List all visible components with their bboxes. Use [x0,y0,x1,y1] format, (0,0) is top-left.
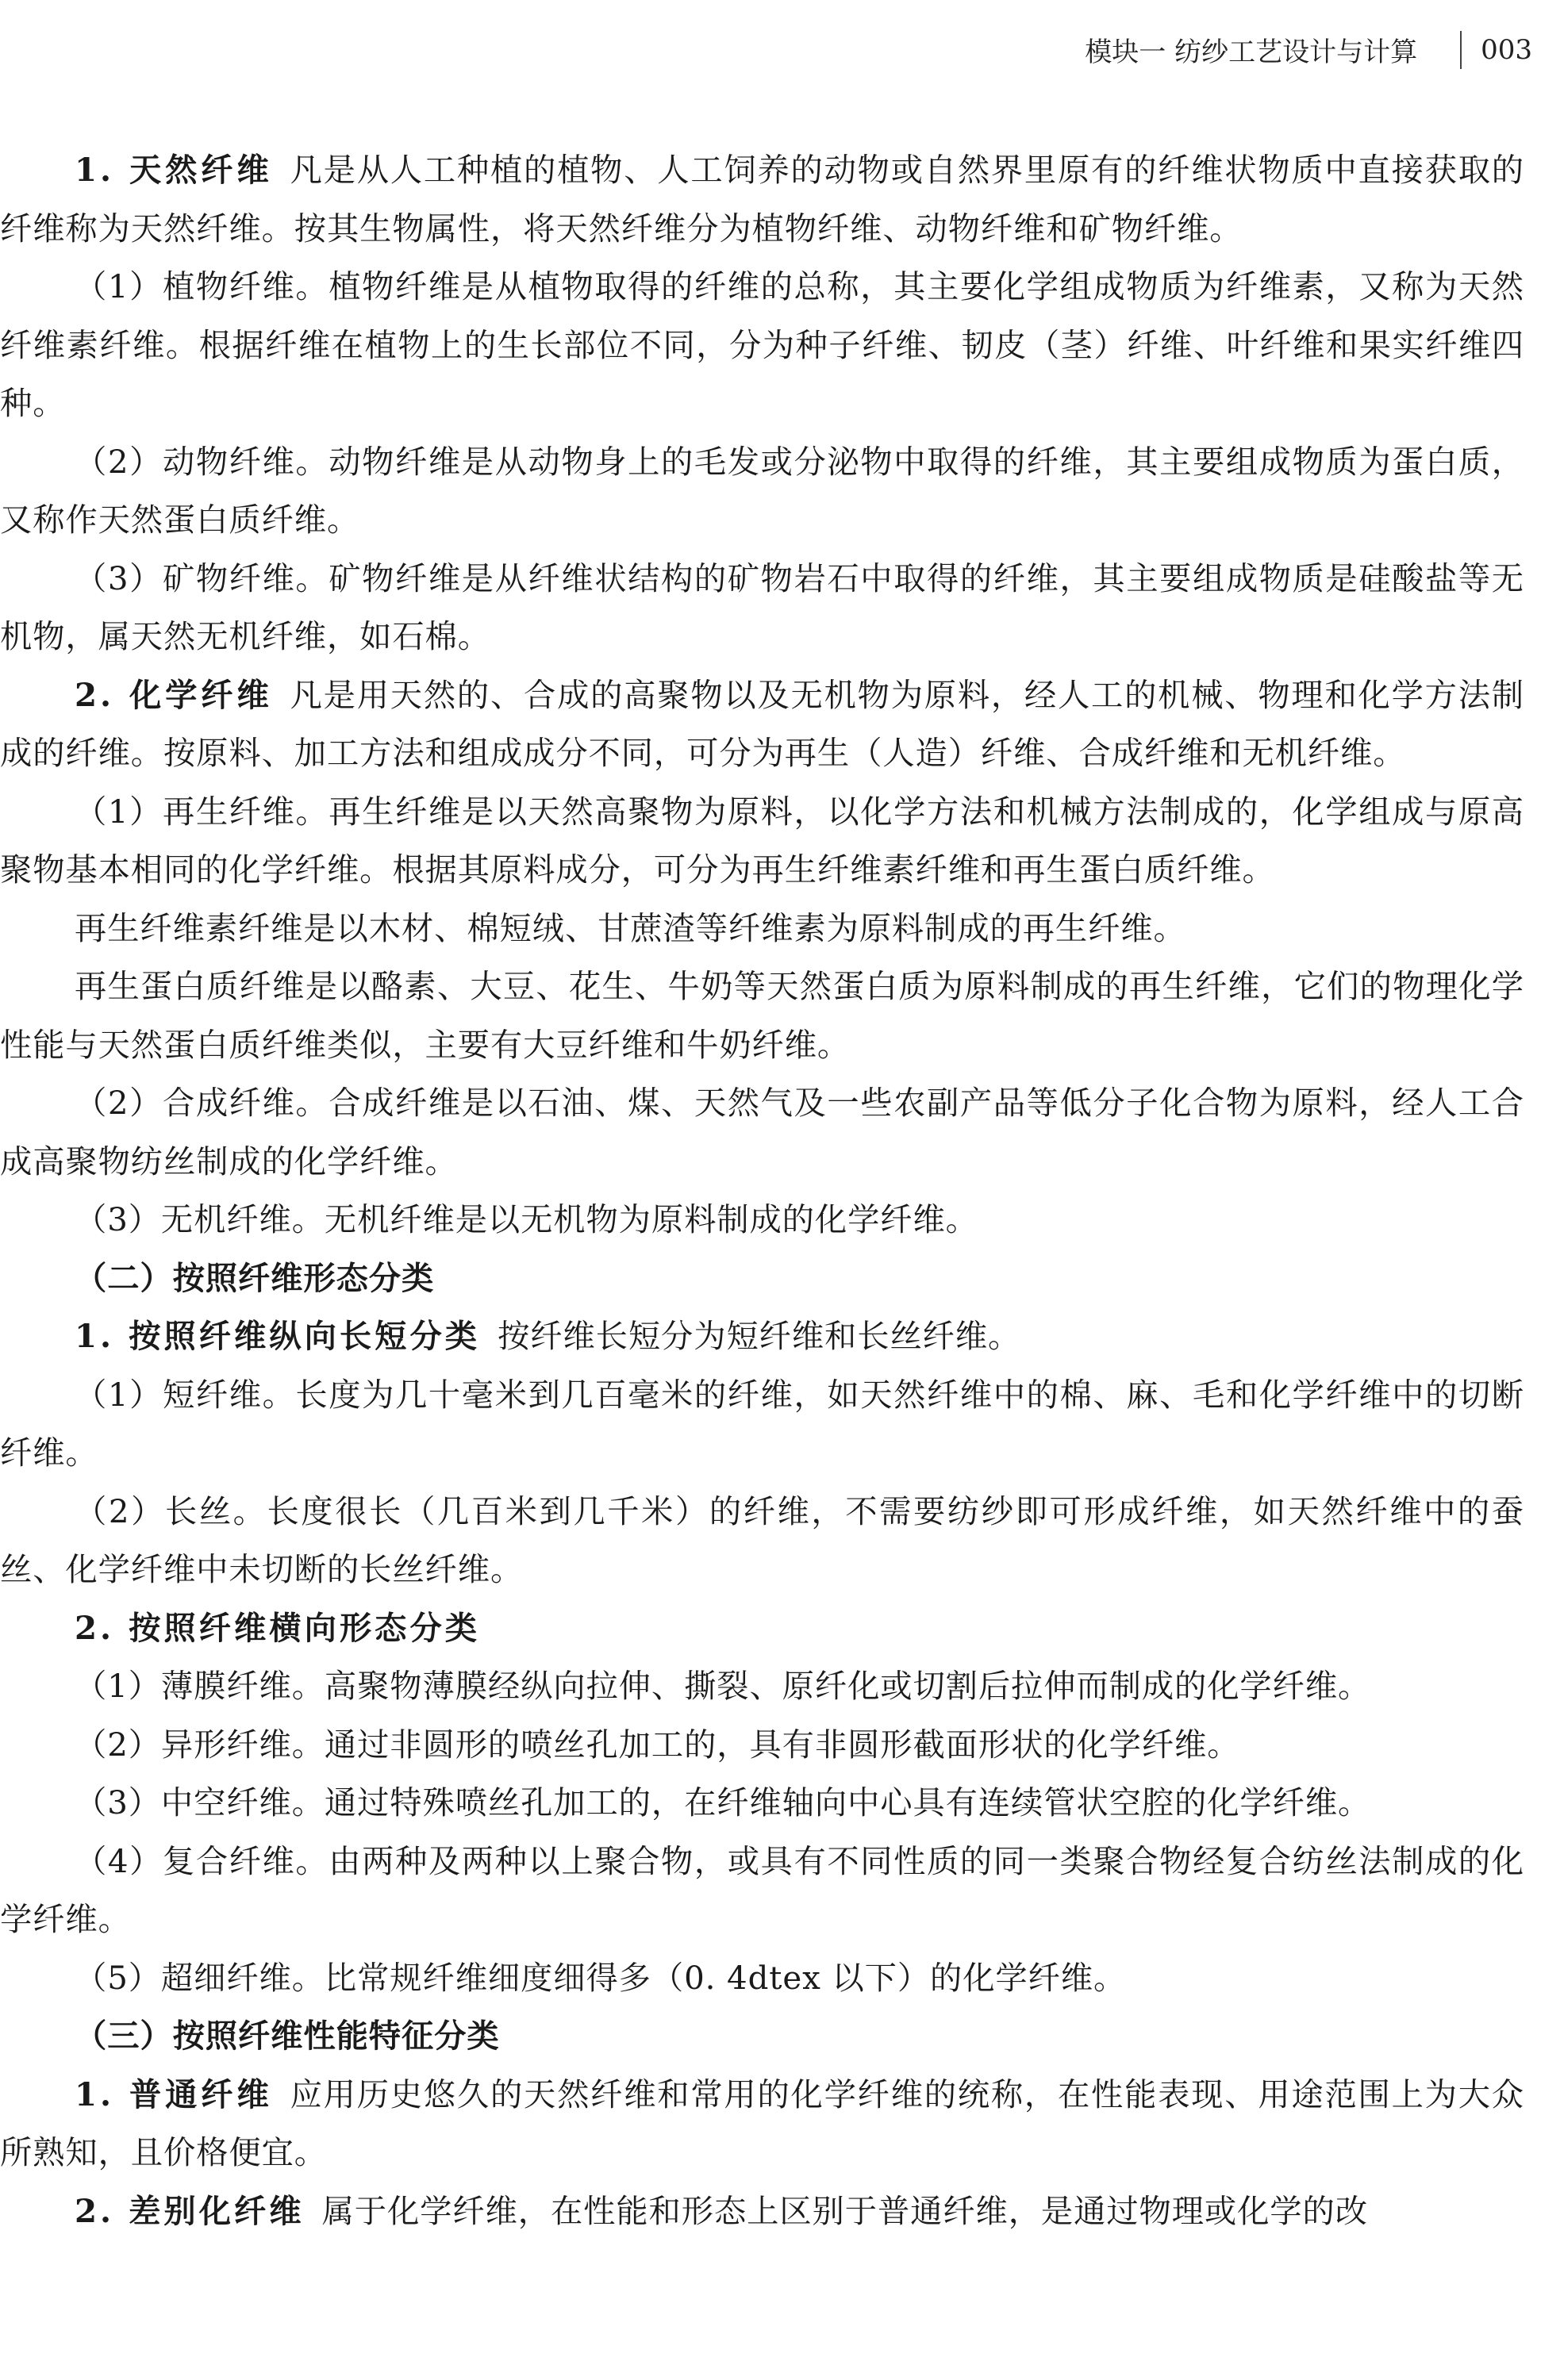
paragraph-text: 应用历史悠久的天然纤维和常用的化学纤维的统称，在性能表现、用途范围上为大众所熟知，且价格便宜。 [0,2075,1524,2171]
paragraph-natural-fiber [0,141,1564,258]
paragraph-text: 凡是用天然的、合成的高聚物以及无机物为原料，经人工的机械、物理和化学方法制成的纤维。按原料、加工方法和组成成分不同，可分为再生（人造）纤维、合成纤维和无机纤维。 [0,676,1524,772]
paragraph-ordinary-fiber [0,2066,1564,2182]
paragraph-hollow-fiber: （3）中空纤维。通过特殊喷丝孔加工的，在纤维轴向中心具有连续管状空腔的化学纤维。 [75,1784,1371,1821]
paragraph-differential-fiber [0,2182,1564,2241]
header-divider [1460,31,1462,69]
body-text [0,141,1564,2240]
subheading-chemical-fiber: 2. 化学纤维 [75,675,273,714]
paragraph-regenerated-cellulose: 再生纤维素纤维是以木材、棉短绒、甘蔗渣等纤维素为原料制成的再生纤维。 [75,909,1186,947]
paragraph-cross-section-classification [0,1599,1564,1658]
paragraph-ultrafine-fiber: （5）超细纤维。比常规纤维细度细得多（0. 4dtex 以下）的化学纤维。 [75,1959,1127,1997]
paragraph-chemical-fiber [0,666,1564,783]
paragraph-staple-fiber: （1）短纤维。长度为几十毫米到几百毫米的纤维，如天然纤维中的棉、麻、毛和化学纤维中的切断纤维。 [0,1376,1524,1472]
paragraph-mineral-fiber: （3）矿物纤维。矿物纤维是从纤维状结构的矿物岩石中取得的纤维，其主要组成物质是硅酸盐等无机物，属天然无机纤维，如石棉。 [0,559,1524,655]
paragraph-animal-fiber: （2）动物纤维。动物纤维是从动物身上的毛发或分泌物中取得的纤维，其主要组成物质为蛋白质，又称作天然蛋白质纤维。 [0,443,1524,539]
paragraph-filament: （2）长丝。长度很长（几百米到几千米）的纤维，不需要纺纱即可形成纤维，如天然纤维中的蚕丝、化学纤维中未切断的长丝纤维。 [0,1492,1524,1588]
paragraph-regenerated-protein: 再生蛋白质纤维是以酪素、大豆、花生、牛奶等天然蛋白质为原料制成的再生纤维，它们的物理化学性能与天然蛋白质纤维类似，主要有大豆纤维和牛奶纤维。 [0,968,1524,1064]
paragraph-profiled-fiber: （2）异形纤维。通过非圆形的喷丝孔加工的，具有非圆形截面形状的化学纤维。 [75,1726,1240,1764]
subheading-cross-section-classification: 2. 按照纤维横向形态分类 [75,1608,481,1647]
section-heading-morphology: （二）按照纤维形态分类 [75,1259,435,1297]
paragraph-inorganic-fiber: （3）无机纤维。无机纤维是以无机物为原料制成的化学纤维。 [75,1201,978,1238]
paragraph-text: 属于化学纤维，在性能和形态上区别于普通纤维，是通过物理或化学的改 [321,2192,1368,2230]
paragraph-synthetic-fiber: （2）合成纤维。合成纤维是以石油、煤、天然气及一些农副产品等低分子化合物为原料，经人工合成高聚物纺丝制成的化学纤维。 [0,1084,1524,1180]
paragraph-text: 按纤维长短分为短纤维和长丝纤维。 [498,1318,1021,1355]
subheading-differential-fiber: 2. 差别化纤维 [75,2191,305,2230]
subheading-natural-fiber: 1. 天然纤维 [75,151,273,189]
subheading-length-classification: 1. 按照纤维纵向长短分类 [75,1317,481,1355]
section-heading-performance: （三）按照纤维性能特征分类 [75,2017,500,2055]
paragraph-regenerated-fiber: （1）再生纤维。再生纤维是以天然高聚物为原料，以化学方法和机械方法制成的，化学组成与原高聚物基本相同的化学纤维。根据其原料成分，可分为再生纤维素纤维和再生蛋白质纤维。 [0,793,1524,889]
running-header [1085,30,1532,69]
paragraph-composite-fiber: （4）复合纤维。由两种及两种以上聚合物，或具有不同性质的同一类聚合物经复合纺丝法制成的化学纤维。 [0,1842,1524,1938]
paragraph-length-classification [0,1307,1564,1366]
paragraph-text: 凡是从人工种植的植物、人工饲养的动物或自然界里原有的纤维状物质中直接获取的纤维称为天然纤维。按其生物属性，将天然纤维分为植物纤维、动物纤维和矿物纤维。 [0,152,1524,248]
paragraph-plant-fiber: （1）植物纤维。植物纤维是从植物取得的纤维的总称，其主要化学组成物质为纤维素，又称为天然纤维素纤维。根据纤维在植物上的生长部位不同，分为种子纤维、韧皮（茎）纤维、叶纤维和果实纤维四种。 [0,268,1524,422]
page-number: 003 [1481,33,1532,66]
paragraph-film-fiber: （1）薄膜纤维。高聚物薄膜经纵向拉伸、撕裂、原纤化或切割后拉伸而制成的化学纤维。 [75,1668,1371,1705]
subheading-ordinary-fiber: 1. 普通纤维 [75,2075,273,2113]
header-module-title: 模块一 纺纱工艺设计与计算 [1085,36,1418,68]
